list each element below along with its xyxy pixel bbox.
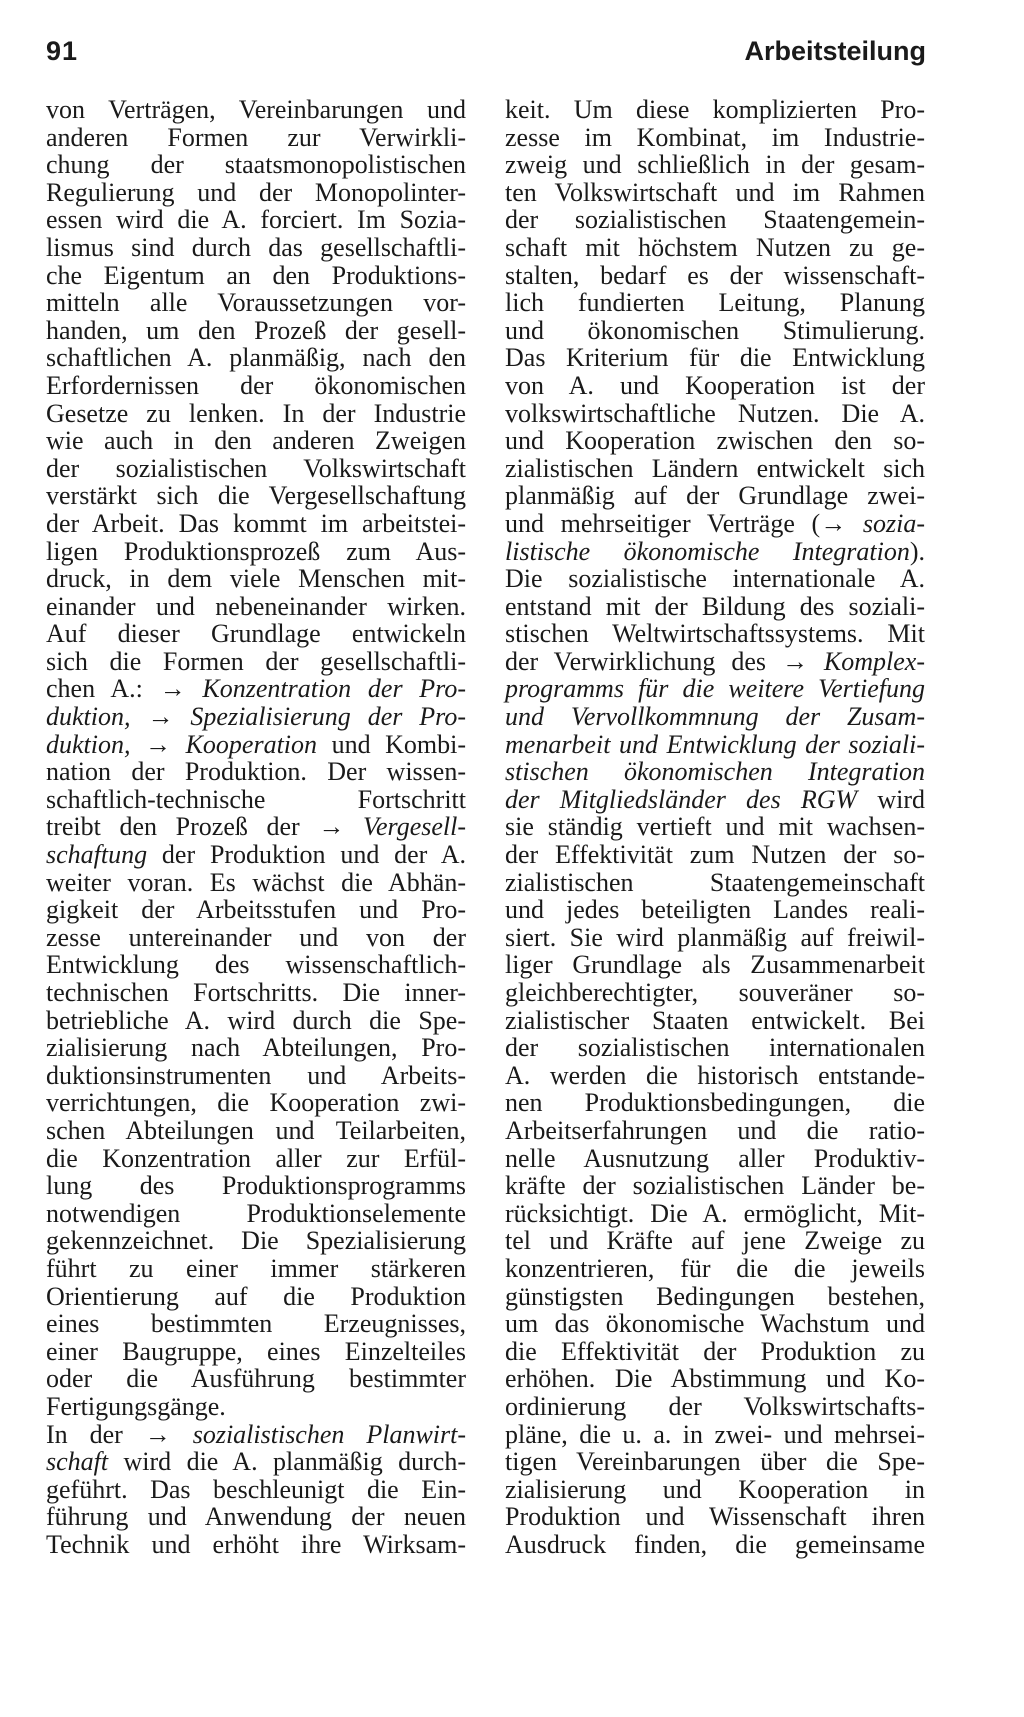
text-line xyxy=(46,206,466,234)
text-line xyxy=(505,565,925,593)
text-line xyxy=(46,179,466,207)
text-segment: oder die Ausführung bestimmter xyxy=(46,1364,466,1394)
text-line xyxy=(505,1007,925,1035)
text-line xyxy=(46,786,466,814)
text-segment: schaftlichen A. planmäßig, nach den xyxy=(46,343,466,373)
text-segment: treibt den Prozeß der → xyxy=(46,812,363,842)
text-line xyxy=(46,620,466,648)
text-segment: Arbeitserfahrungen und die ratio- xyxy=(505,1115,925,1145)
text-segment: pläne, die u. a. in zwei- und mehrsei- xyxy=(505,1419,925,1449)
text-line xyxy=(46,151,466,179)
text-line xyxy=(46,538,466,566)
text-line xyxy=(505,1393,925,1421)
text-segment: und mehrseitiger Verträge (→ xyxy=(505,508,863,538)
text-segment: ordinierung der Volkswirtschafts- xyxy=(505,1391,925,1421)
text-line xyxy=(46,1421,466,1449)
text-line xyxy=(505,289,925,317)
text-line xyxy=(46,869,466,897)
text-segment: schaftlich-technische Fortschritt xyxy=(46,784,466,814)
italic-segment: listische ökonomische Integration xyxy=(505,536,910,566)
text-line xyxy=(46,1255,466,1283)
text-segment: zialistischen Ländern entwickelt sich xyxy=(505,453,925,483)
text-line xyxy=(46,344,466,372)
text-segment: sich die Formen der gesellschaftli- xyxy=(46,646,466,676)
text-line xyxy=(505,262,925,290)
text-segment: zesse im Kombinat, im Industrie- xyxy=(505,122,925,152)
text-line xyxy=(46,1007,466,1035)
text-line xyxy=(505,317,925,345)
text-line xyxy=(505,786,925,814)
italic-segment: Komplex- xyxy=(823,646,925,676)
text-segment: schen Abteilungen und Teilarbeiten, xyxy=(46,1115,466,1145)
italic-segment: schaft xyxy=(46,1447,109,1477)
text-segment: Technik und erhöht ihre Wirksam- xyxy=(46,1529,466,1559)
text-line xyxy=(46,289,466,317)
text-segment: siert. Sie wird planmäßig auf freiwil- xyxy=(505,922,925,952)
text-line xyxy=(46,731,466,759)
italic-segment: duktion, xyxy=(46,702,131,732)
text-line xyxy=(46,841,466,869)
text-segment: weiter voran. Es wächst die Abhän- xyxy=(46,867,466,897)
text-line xyxy=(46,1476,466,1504)
text-segment: Entwicklung des wissenschaftlich- xyxy=(46,950,466,980)
text-segment: mitteln alle Voraussetzungen vor- xyxy=(46,288,466,318)
text-line xyxy=(46,400,466,428)
italic-segment: programms für die weitere Vertiefung xyxy=(505,674,925,704)
text-segment: der Arbeit. Das kommt im arbeitstei- xyxy=(46,508,466,538)
text-segment: konzentrieren, für die die jeweils xyxy=(505,1253,925,1283)
text-segment: → xyxy=(130,729,186,759)
text-line xyxy=(46,1062,466,1090)
text-line xyxy=(46,234,466,262)
text-segment: nation der Produktion. Der wissen- xyxy=(46,757,466,787)
text-segment: volkswirtschaftliche Nutzen. Die A. xyxy=(505,398,925,428)
text-line xyxy=(505,427,925,455)
text-segment: zialistischer Staaten entwickelt. Bei xyxy=(505,1005,925,1035)
text-segment: der sozialistischen Volkswirtschaft xyxy=(46,453,466,483)
text-line xyxy=(505,1145,925,1173)
text-line xyxy=(505,455,925,483)
text-line xyxy=(46,951,466,979)
italic-segment: Konzentration der Pro- xyxy=(202,674,466,704)
text-line xyxy=(46,758,466,786)
text-segment: chung der staatsmonopolistischen xyxy=(46,150,466,180)
text-line xyxy=(505,1531,925,1559)
text-line xyxy=(505,703,925,731)
text-line xyxy=(46,482,466,510)
text-segment: nelle Ausnutzung aller Produktiv- xyxy=(505,1143,925,1173)
text-line xyxy=(505,951,925,979)
text-segment: chen A.: → xyxy=(46,674,203,704)
text-line xyxy=(505,924,925,952)
text-segment: und ökonomischen Stimulierung. xyxy=(505,315,925,345)
text-segment: Orientierung auf die Produktion xyxy=(46,1281,466,1311)
text-segment: der sozialistischen internationalen xyxy=(505,1033,925,1063)
text-line xyxy=(46,896,466,924)
text-segment: führung und Anwendung der neuen xyxy=(46,1502,466,1532)
text-segment: der Effektivität zum Nutzen der so- xyxy=(505,840,925,870)
text-line xyxy=(46,1393,466,1421)
text-segment: duktionsinstrumenten und Arbeits- xyxy=(46,1060,466,1090)
text-segment: druck, in dem viele Menschen mit- xyxy=(46,564,466,594)
text-line xyxy=(46,703,466,731)
text-line xyxy=(46,813,466,841)
page-number: 91 xyxy=(46,36,79,66)
text-line xyxy=(505,1503,925,1531)
text-line xyxy=(46,924,466,952)
text-segment: handen, um den Prozeß der gesell- xyxy=(46,315,466,345)
text-line xyxy=(505,869,925,897)
text-segment: einer Baugruppe, eines Einzelteiles xyxy=(46,1336,466,1366)
text-segment: nen Produktionsbedingungen, die xyxy=(505,1088,925,1118)
text-segment: schaft mit höchstem Nutzen zu ge- xyxy=(505,232,925,262)
text-line xyxy=(505,1421,925,1449)
text-line xyxy=(505,96,925,124)
text-line xyxy=(46,1283,466,1311)
italic-segment: sozia- xyxy=(862,508,925,538)
text-line xyxy=(505,1476,925,1504)
text-line xyxy=(505,400,925,428)
text-line xyxy=(505,1338,925,1366)
text-line xyxy=(505,1283,925,1311)
text-line xyxy=(46,1145,466,1173)
text-line xyxy=(46,675,466,703)
text-line xyxy=(46,648,466,676)
text-segment: und Kombi- xyxy=(317,729,466,759)
text-line xyxy=(46,1227,466,1255)
running-head: Arbeitsteilung xyxy=(744,36,926,66)
text-segment: rücksichtigt. Die A. ermöglicht, Mit- xyxy=(505,1198,925,1228)
text-line xyxy=(505,179,925,207)
text-segment: zialisierung und Kooperation in xyxy=(505,1474,925,1504)
text-line xyxy=(505,234,925,262)
text-line xyxy=(46,1034,466,1062)
italic-segment: Vergesell- xyxy=(363,812,466,842)
text-segment: um das ökonomische Wachstum und xyxy=(505,1309,925,1339)
text-segment: die Effektivität der Produktion zu xyxy=(505,1336,925,1366)
text-line xyxy=(505,1255,925,1283)
text-line xyxy=(505,1200,925,1228)
text-segment: tigen Vereinbarungen über die Spe- xyxy=(505,1447,925,1477)
text-segment: keit. Um diese komplizierten Pro- xyxy=(505,95,925,124)
text-line xyxy=(505,206,925,234)
text-segment: stischen Weltwirtschaftssystems. Mit xyxy=(505,619,925,649)
text-segment: lung des Produktionsprogramms xyxy=(46,1171,466,1201)
text-segment: → xyxy=(130,702,191,732)
text-segment: essen wird die A. forciert. Im Sozia- xyxy=(46,205,466,235)
text-line xyxy=(46,1172,466,1200)
text-segment: wird die A. planmäßig durch- xyxy=(108,1447,466,1477)
text-line xyxy=(505,758,925,786)
text-line xyxy=(46,427,466,455)
text-line xyxy=(46,124,466,152)
text-segment: Ausdruck finden, die gemeinsame xyxy=(505,1529,925,1559)
italic-segment: der Mitgliedsländer des RGW xyxy=(505,784,858,814)
text-segment: Regulierung und der Monopolinter- xyxy=(46,177,466,207)
text-line xyxy=(46,1365,466,1393)
left-text-column xyxy=(46,96,466,1558)
text-line xyxy=(46,262,466,290)
text-segment: erhöhen. Die Abstimmung und Ko- xyxy=(505,1364,925,1394)
text-segment: günstigsten Bedingungen bestehen, xyxy=(505,1281,925,1311)
italic-segment: schaftung xyxy=(46,840,148,870)
right-text-column xyxy=(505,96,925,1558)
text-segment: zweig und schließlich in der gesam- xyxy=(505,150,925,180)
text-line xyxy=(505,124,925,152)
text-segment: entstand mit der Bildung des soziali- xyxy=(505,591,925,621)
text-line xyxy=(505,675,925,703)
text-line xyxy=(46,317,466,345)
text-segment: notwendigen Produktionselemente xyxy=(46,1198,466,1228)
text-segment: Produktion und Wissenschaft ihren xyxy=(505,1502,925,1532)
text-line xyxy=(46,1200,466,1228)
text-line xyxy=(505,482,925,510)
text-segment: ten Volkswirtschaft und im Rahmen xyxy=(505,177,925,207)
text-line xyxy=(46,1531,466,1559)
text-segment: kräfte der sozialistischen Länder be- xyxy=(505,1171,925,1201)
text-line xyxy=(46,1503,466,1531)
italic-segment: Kooperation xyxy=(185,729,318,759)
text-line xyxy=(505,510,925,538)
text-line xyxy=(46,1117,466,1145)
text-segment: Erfordernissen der ökonomischen xyxy=(46,370,466,400)
text-line xyxy=(505,593,925,621)
text-line xyxy=(505,151,925,179)
text-segment: zesse untereinander und von der xyxy=(46,922,466,952)
text-segment: zialistischen Staatengemeinschaft xyxy=(505,867,925,897)
text-line xyxy=(505,620,925,648)
text-segment: tel und Kräfte auf jene Zweige zu xyxy=(505,1226,925,1256)
text-segment: eines bestimmten Erzeugnisses, xyxy=(46,1309,466,1339)
text-segment: geführt. Das beschleunigt die Ein- xyxy=(46,1474,466,1504)
text-segment: gleichberechtigter, souveräner so- xyxy=(505,978,925,1007)
text-line xyxy=(46,1310,466,1338)
text-line xyxy=(505,1448,925,1476)
text-segment: von A. und Kooperation ist der xyxy=(505,370,925,400)
text-segment: stalten, bedarf es der wissenschaft- xyxy=(505,260,925,290)
text-line xyxy=(505,979,925,1007)
text-segment: betriebliche A. wird durch die Spe- xyxy=(46,1005,466,1035)
text-line xyxy=(46,372,466,400)
text-line xyxy=(46,1448,466,1476)
text-segment: A. werden die historisch entstande- xyxy=(505,1060,925,1090)
text-line xyxy=(46,979,466,1007)
text-segment: der Produktion und der A. xyxy=(147,840,466,870)
text-segment: von Verträgen, Vereinbarungen und xyxy=(46,95,466,124)
text-line xyxy=(505,344,925,372)
text-line xyxy=(46,565,466,593)
text-line xyxy=(505,648,925,676)
text-segment: einander und nebeneinander wirken. xyxy=(46,591,466,621)
text-line xyxy=(46,593,466,621)
text-line xyxy=(505,1034,925,1062)
text-segment: gekennzeichnet. Die Spezialisierung xyxy=(46,1226,466,1256)
text-line xyxy=(46,455,466,483)
text-segment: verstärkt sich die Vergesellschaftung xyxy=(46,481,466,511)
text-segment: In der → xyxy=(46,1419,193,1449)
text-line xyxy=(505,1117,925,1145)
text-line xyxy=(505,813,925,841)
text-line xyxy=(505,1172,925,1200)
text-segment: liger Grundlage als Zusammenarbeit xyxy=(505,950,925,980)
text-segment: Auf dieser Grundlage entwickeln xyxy=(46,619,466,649)
text-segment: ). xyxy=(909,536,925,566)
text-line xyxy=(46,510,466,538)
text-segment: Die sozialistische internationale A. xyxy=(505,564,925,594)
text-segment: ligen Produktionsprozeß zum Aus- xyxy=(46,536,466,566)
text-segment: che Eigentum an den Produktions- xyxy=(46,260,466,290)
text-segment: die Konzentration aller zur Erfül- xyxy=(46,1143,466,1173)
text-line xyxy=(46,1338,466,1366)
text-segment: technischen Fortschritts. Die inner- xyxy=(46,978,466,1007)
italic-segment: sozialistischen Planwirt- xyxy=(192,1419,467,1449)
text-segment: zialisierung nach Abteilungen, Pro- xyxy=(46,1033,466,1063)
text-segment: wird xyxy=(857,784,925,814)
text-segment: Fertigungsgänge. xyxy=(46,1391,226,1421)
italic-segment: duktion, xyxy=(46,729,131,759)
text-line xyxy=(505,1089,925,1117)
text-line xyxy=(505,1310,925,1338)
page-header xyxy=(46,36,926,76)
italic-segment: und Vervollkommnung der Zusam- xyxy=(505,702,925,732)
text-line xyxy=(505,896,925,924)
text-segment: und Kooperation zwischen den so- xyxy=(505,426,925,456)
text-line xyxy=(46,1089,466,1117)
text-segment: gigkeit der Arbeitsstufen und Pro- xyxy=(46,895,466,925)
text-segment: sie ständig vertieft und mit wachsen- xyxy=(505,812,925,842)
text-line xyxy=(505,841,925,869)
text-line xyxy=(505,731,925,759)
text-segment: und jedes beteiligten Landes reali- xyxy=(505,895,925,925)
text-line xyxy=(505,1062,925,1090)
text-line xyxy=(505,1227,925,1255)
text-segment: der sozialistischen Staatengemein- xyxy=(505,205,925,235)
text-segment: verrichtungen, die Kooperation zwi- xyxy=(46,1088,466,1118)
text-segment: lismus sind durch das gesellschaftli- xyxy=(46,232,466,262)
text-segment: wie auch in den anderen Zweigen xyxy=(46,426,466,456)
text-line xyxy=(505,372,925,400)
text-segment: Das Kriterium für die Entwicklung xyxy=(505,343,925,373)
text-segment: lich fundierten Leitung, Planung xyxy=(505,288,925,318)
text-line xyxy=(505,1365,925,1393)
italic-segment: stischen ökonomischen Integration xyxy=(505,757,925,787)
text-segment: planmäßig auf der Grundlage zwei- xyxy=(505,481,925,511)
text-segment: Gesetze zu lenken. In der Industrie xyxy=(46,398,466,428)
italic-segment: menarbeit und Entwicklung der soziali- xyxy=(505,729,925,759)
text-segment: führt zu einer immer stärkeren xyxy=(46,1253,466,1283)
text-segment: der Verwirklichung des → xyxy=(505,646,824,676)
text-line xyxy=(505,538,925,566)
italic-segment: Spezialisierung der Pro- xyxy=(190,702,466,732)
text-segment: anderen Formen zur Verwirkli- xyxy=(46,122,466,152)
text-line xyxy=(46,96,466,124)
